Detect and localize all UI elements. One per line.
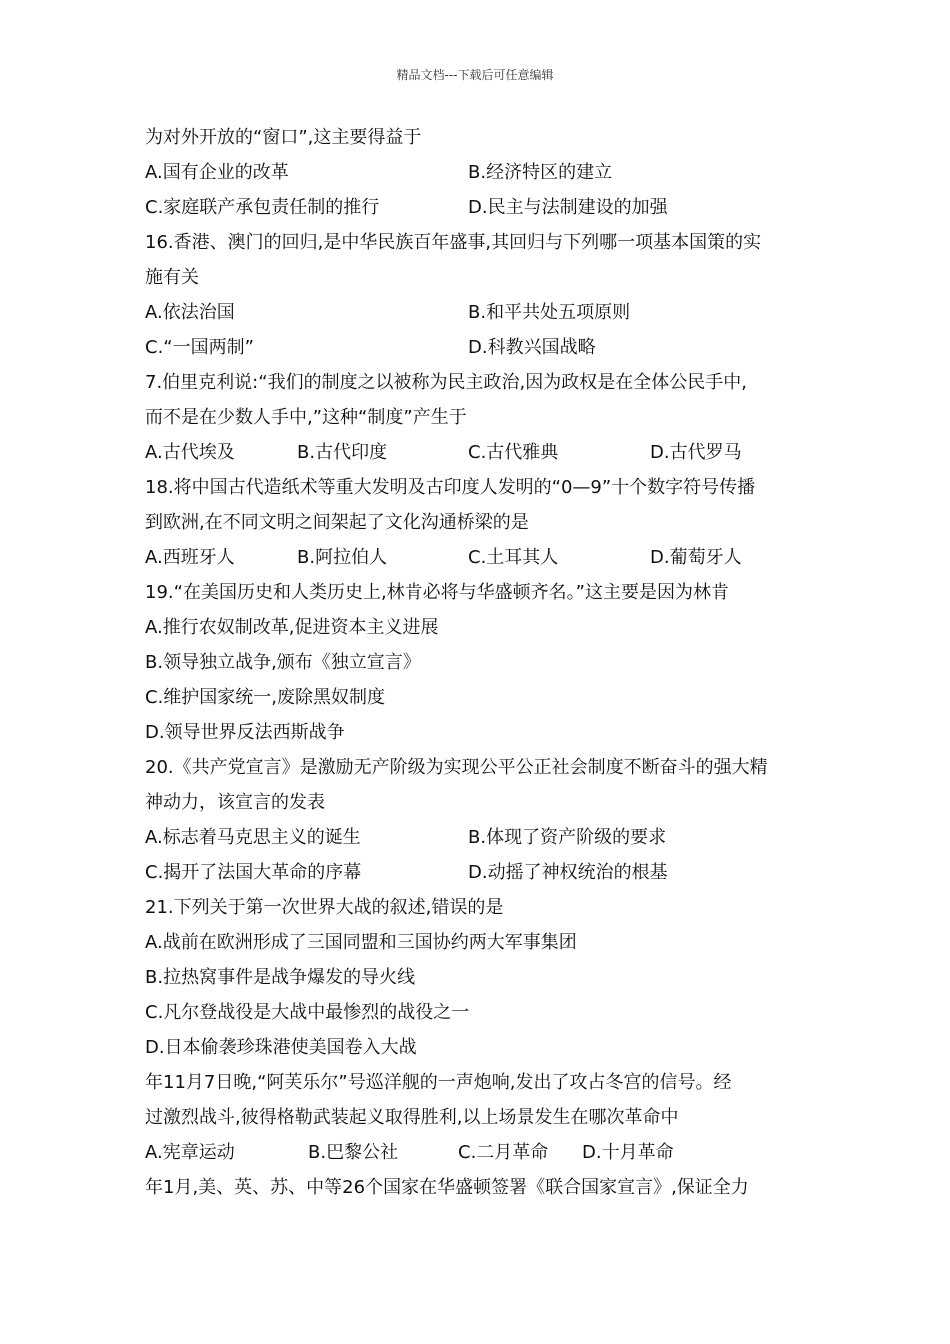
option-b: B.经济特区的建立: [468, 162, 613, 183]
question-17-options: [145, 435, 815, 470]
question-23-stem-line-1: 年1月,美、英、苏、中等26个国家在华盛顿签署《联合国家宣言》,保证全力: [145, 1177, 749, 1198]
option-d: D.日本偷袭珍珠港使美国卷入大战: [145, 1037, 417, 1058]
question-17-stem-line-2: 而不是在少数人手中,”这种“制度”产生于: [145, 407, 467, 428]
exam-content: [145, 120, 815, 1205]
question-21-stem: 21.下列关于第一次世界大战的叙述,错误的是: [145, 897, 504, 918]
question-20-stem-line-2: 神动力，该宣言的发表: [145, 792, 325, 813]
option-d: D.科教兴国战略: [468, 337, 596, 358]
question-15-options-row-2: [145, 190, 815, 225]
question-20-options-row-2: [145, 855, 815, 890]
option-a: A.古代埃及: [145, 442, 235, 463]
option-c: C.家庭联产承包责任制的推行: [145, 197, 380, 218]
question-15-options-row-1: [145, 155, 815, 190]
question-22-stem-line-1: 年11月7日晚,“阿芙乐尔”号巡洋舰的一声炮响,发出了攻占冬宫的信号。经: [145, 1072, 732, 1093]
page-header: 精品文档---下载后可任意编辑: [396, 68, 554, 82]
option-d: D.古代罗马: [650, 442, 742, 463]
option-c: C.揭开了法国大革命的序幕: [145, 862, 362, 883]
question-18-options: [145, 540, 815, 575]
question-17-stem-line-1: 7.伯里克利说:“我们的制度之以被称为民主政治,因为政权是在全体公民手中,: [145, 372, 748, 393]
option-b: B.领导独立战争,颁布《独立宣言》: [145, 652, 421, 673]
question-18-stem-line-1: 18.将中国古代造纸术等重大发明及古印度人发明的“0—9”十个数字符号传播: [145, 477, 756, 498]
option-c: C.古代雅典: [468, 442, 559, 463]
option-c: C.“一国两制”: [145, 337, 254, 358]
question-22-stem-line-2: 过激烈战斗,彼得格勒武装起义取得胜利,以上场景发生在哪次革命中: [145, 1107, 679, 1128]
question-15-stem: 为对外开放的“窗口”,这主要得益于: [145, 127, 422, 148]
option-a: A.标志着马克思主义的诞生: [145, 827, 361, 848]
option-c: C.凡尔登战役是大战中最惨烈的战役之一: [145, 1002, 470, 1023]
question-18-stem-line-2: 到欧洲,在不同文明之间架起了文化沟通桥梁的是: [145, 512, 529, 533]
option-d: D.领导世界反法西斯战争: [145, 722, 345, 743]
option-a: A.宪章运动: [145, 1142, 235, 1163]
option-a: A.战前在欧洲形成了三国同盟和三国协约两大军事集团: [145, 932, 577, 953]
question-20-options-row-1: [145, 820, 815, 855]
option-b: B.古代印度: [297, 442, 388, 463]
option-b: B.阿拉伯人: [297, 547, 388, 568]
question-19-stem: 19.“在美国历史和人类历史上,林肯必将与华盛顿齐名。”这主要是因为林肯: [145, 582, 729, 603]
option-b: B.和平共处五项原则: [468, 302, 631, 323]
option-b: B.拉热窝事件是战争爆发的导火线: [145, 967, 416, 988]
option-c: C.维护国家统一,废除黑奴制度: [145, 687, 386, 708]
question-16-options-row-1: [145, 295, 815, 330]
question-22-options: [145, 1135, 815, 1170]
option-d: D.十月革命: [582, 1142, 674, 1163]
option-c: C.二月革命: [458, 1142, 549, 1163]
option-a: A.西班牙人: [145, 547, 235, 568]
option-b: B.巴黎公社: [308, 1142, 399, 1163]
question-16-stem-line-1: 16.香港、澳门的回归,是中华民族百年盛事,其回归与下列哪一项基本国策的实: [145, 232, 762, 253]
option-a: A.依法治国: [145, 302, 235, 323]
question-16-options-row-2: [145, 330, 815, 365]
question-16-stem-line-2: 施有关: [145, 267, 199, 288]
option-a: A.国有企业的改革: [145, 162, 289, 183]
option-d: D.动摇了神权统治的根基: [468, 862, 668, 883]
option-b: B.体现了资产阶级的要求: [468, 827, 667, 848]
option-a: A.推行农奴制改革,促进资本主义进展: [145, 617, 439, 638]
option-d: D.葡萄牙人: [650, 547, 742, 568]
question-20-stem-line-1: 20.《共产党宣言》是激励无产阶级为实现公平公正社会制度不断奋斗的强大精: [145, 757, 768, 778]
option-d: D.民主与法制建设的加强: [468, 197, 668, 218]
option-c: C.土耳其人: [468, 547, 559, 568]
